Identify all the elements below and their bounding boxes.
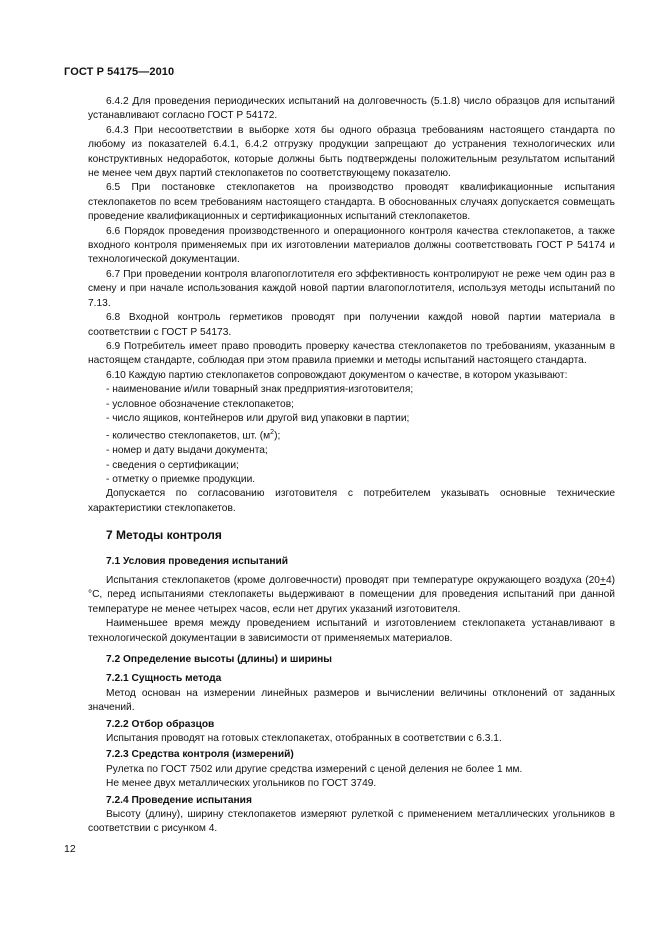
- paragraph-6-6: 6.6 Порядок проведения производственного и операционного контроля качества стеклопакетов, а также входного контроля применяемых при их изготовлении материалов должны соответствовать ГОСТ Р 54174 и технологической документации.: [88, 225, 615, 266]
- paragraph-6-8: 6.8 Входной контроль герметиков проводят при получении каждой новой партии материала в соответствии с ГОСТ Р 54173.: [88, 312, 615, 338]
- list-item: - отметку о приемке продукции.: [106, 473, 256, 485]
- paragraph-7-2-1: Метод основан на измерении линейных размеров и вычислении величины отклонений от заданных значений.: [88, 687, 615, 714]
- page-number: 12: [64, 843, 76, 855]
- section-7-2-3-heading: 7.2.3 Средства контроля (измерений): [106, 749, 294, 761]
- paragraph-7-2-3-tape: Рулетка по ГОСТ 7502 или другие средства измерений с ценой деления не более 1 мм.: [106, 763, 523, 775]
- text-start: Испытания стеклопакетов (кроме долговечности) проводят при температуре окружающего воздуха (20: [106, 574, 600, 586]
- section-7-heading: 7 Методы контроля: [106, 528, 222, 543]
- list-item: - сведения о сертификации;: [106, 459, 239, 471]
- paragraph-7-1-time: Наименьшее время между проведением испытаний и изготовлением стеклопакета устанавливают в технологической документации в зависимости от применяемых материалов.: [88, 618, 615, 644]
- paragraph-6-4-3: 6.4.3 При несоответствии в выборке хотя бы одного образца требованиям настоящего стандарта по любому из показателей 6.4.1, 6.4.2 отгрузку продукции запрещают до устранения технологических или конструктивных недоработок, которые должны быть подтверждены положительным результатом испытаний не менее чем двух партий стеклопакетов по соответствующему показателю.: [88, 124, 615, 180]
- paragraph-7-2-2: Испытания проводят на готовых стеклопакетах, отобранных в соответствии с 6.3.1.: [106, 733, 502, 745]
- paragraph-7-2-4: Высоту (длину), ширину стеклопакетов измеряют рулеткой с применением металлических угольников в соответствии с рисунком 4.: [88, 809, 615, 835]
- section-7-2-2-heading: 7.2.2 Отбор образцов: [106, 718, 215, 730]
- paragraph-7-2-3-squares: Не менее двух металлических угольников по ГОСТ 3749.: [106, 778, 377, 790]
- document-body: [88, 95, 615, 837]
- paragraph-7-1-conditions: [88, 574, 615, 617]
- list-item: - номер и дату выдачи документа;: [106, 445, 268, 457]
- list-item-quantity: [88, 426, 615, 444]
- section-7-2-1-heading: 7.2.1 Сущность метода: [106, 673, 222, 685]
- section-7-1-heading: 7.1 Условия проведения испытаний: [106, 555, 289, 567]
- paragraph-6-9: 6.9 Потребитель имеет право проводить проверку качества стеклопакетов по требованиям, указанным в настоящем стандарте, соблюдая при этом правила приемки и методы испытаний настоящего стандарта.: [88, 340, 615, 367]
- list-item: - наименование и/или товарный знак предприятия-изготовителя;: [106, 384, 414, 396]
- paragraph-6-7: 6.7 При проведении контроля влагопоглотителя его эффективность контролируют не реже чем один раз в смену и при начале использования каждой новой партии влагопоглотителя, используя методы испытаний по 7.13.: [88, 268, 615, 309]
- section-7-2-heading: 7.2 Определение высоты (длины) и ширины: [106, 654, 332, 666]
- plus-minus-sign: +: [599, 574, 606, 586]
- paragraph-after-list: Допускается по согласованию изготовителя с потребителем указывать основные технические характеристики стеклопакетов.: [88, 488, 615, 514]
- list-item-text: - количество стеклопакетов, шт. (м: [106, 430, 271, 442]
- text-end: 4) °С, перед испытаниями стеклопакеты выдерживают в помещении для проведения испытаний при данной температуре не менее четырех часов, если нет других указаний изготовителя.: [88, 574, 615, 615]
- document-header: ГОСТ Р 54175—2010: [64, 66, 175, 78]
- list-item-tail: );: [274, 430, 281, 442]
- paragraph-6-5: 6.5 При постановке стеклопакетов на производство проводят квалификационные испытания стеклопакетов по всем требованиям настоящего стандарта. В обоснованных случаях допускается совмещать проведение квалификационных и сертификационных испытаний стеклопакетов.: [88, 182, 615, 223]
- superscript: 2: [270, 429, 275, 437]
- section-7-2-4-heading: 7.2.4 Проведение испытания: [106, 794, 252, 806]
- paragraph-6-10: 6.10 Каждую партию стеклопакетов сопровождают документом о качестве, в котором указывают:: [106, 369, 568, 381]
- list-item: - условное обозначение стеклопакетов;: [106, 398, 294, 410]
- list-item: - число ящиков, контейнеров или другой вид упаковки в партии;: [106, 412, 410, 424]
- paragraph-6-4-2: 6.4.2 Для проведения периодических испытаний на долговечность (5.1.8) число образцов для испытаний устанавливают согласно ГОСТ Р 54172.: [88, 96, 615, 122]
